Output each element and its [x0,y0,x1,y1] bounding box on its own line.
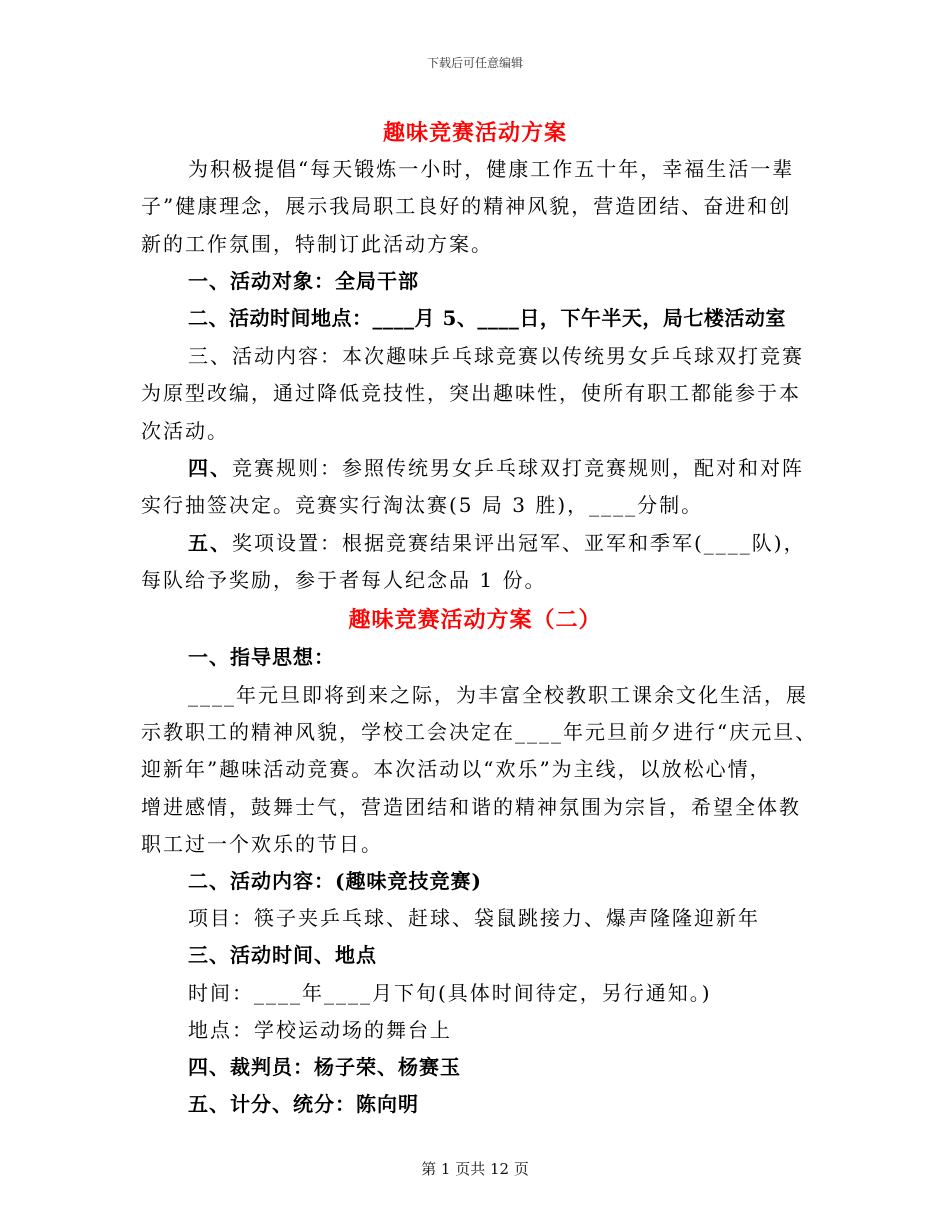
section-1-heading: 一、指导思想： [188,645,335,669]
section-5-scoring: 五、计分、统分：陈向明 [188,1092,419,1116]
section-1-line-2: 示教职工的精神风貌，学校工会决定在____年元旦前夕进行“庆元旦、 [141,720,818,744]
item-5-label: 五、 [188,531,232,555]
intro-line-3: 新的工作氛围，特制订此活动方案。 [141,232,493,256]
item-3-line-3: 次活动。 [141,419,229,443]
section-2-heading: 二、活动内容：(趣味竞技竞赛) [188,869,482,893]
item-4-text: 竞赛规则：参照传统男女乒乓球双打竞赛规则，配对和对阵 [232,456,804,480]
item-3-line-1: 三、活动内容：本次趣味乒乓球竞赛以传统男女乒乓球双打竞赛 [188,344,804,368]
item-4-line-1 [188,455,828,481]
doc-title-2: 趣味竞赛活动方案（二） [348,607,602,633]
doc-title: 趣味竞赛活动方案 [382,120,567,146]
header-note: 下载后可任意编辑 [426,56,523,70]
section-3-place: 地点：学校运动场的舞台上 [188,1018,452,1042]
section-1-line-4: 增进感情，鼓舞士气，营造团结和谐的精神氛围为宗旨，希望全体教 [141,795,801,819]
item-4-label: 四、 [188,456,232,480]
item-1: 一、活动对象：全局干部 [188,269,419,293]
section-1-line-5: 职工过一个欢乐的节日。 [141,832,383,856]
intro-line-2: 子”健康理念，展示我局职工良好的精神风貌，营造团结、奋进和创 [141,194,792,218]
intro-line-1: 为积极提倡“每天锻炼一小时，健康工作五十年，幸福生活一辈 [188,157,795,181]
item-5-line-1 [188,530,828,556]
page-number: 第 1 页共 12 页 [421,1160,529,1178]
section-3-heading: 三、活动时间、地点 [188,943,377,967]
item-5-text: 奖项设置：根据竞赛结果评出冠军、亚军和季军(____队)， [232,531,806,555]
section-4-referees: 四、裁判员：杨子荣、杨赛玉 [188,1055,461,1079]
section-3-time: 时间：____年____月下旬(具体时间待定，另行通知。) [188,981,712,1005]
item-4-line-2: 实行抽签决定。竞赛实行淘汰赛(5 局 3 胜)，____分制。 [141,493,704,517]
item-5-line-2: 每队给予奖励，参于者每人纪念品 1 份。 [141,568,547,592]
item-3-line-2: 为原型改编，通过降低竞技性，突出趣味性，使所有职工都能参于本 [141,381,801,405]
section-1-line-1: ____年元旦即将到来之际，为丰富全校教职工课余文化生活，展 [188,683,808,707]
item-2: 二、活动时间地点：____月 5、____日，下午半天，局七楼活动室 [188,306,786,330]
section-1-line-3: 迎新年”趣味活动竞赛。本次活动以“欢乐”为主线，以放松心情， [141,757,772,781]
section-2-text: 项目：筷子夹乒乓球、赶球、袋鼠跳接力、爆声隆隆迎新年 [188,906,760,930]
